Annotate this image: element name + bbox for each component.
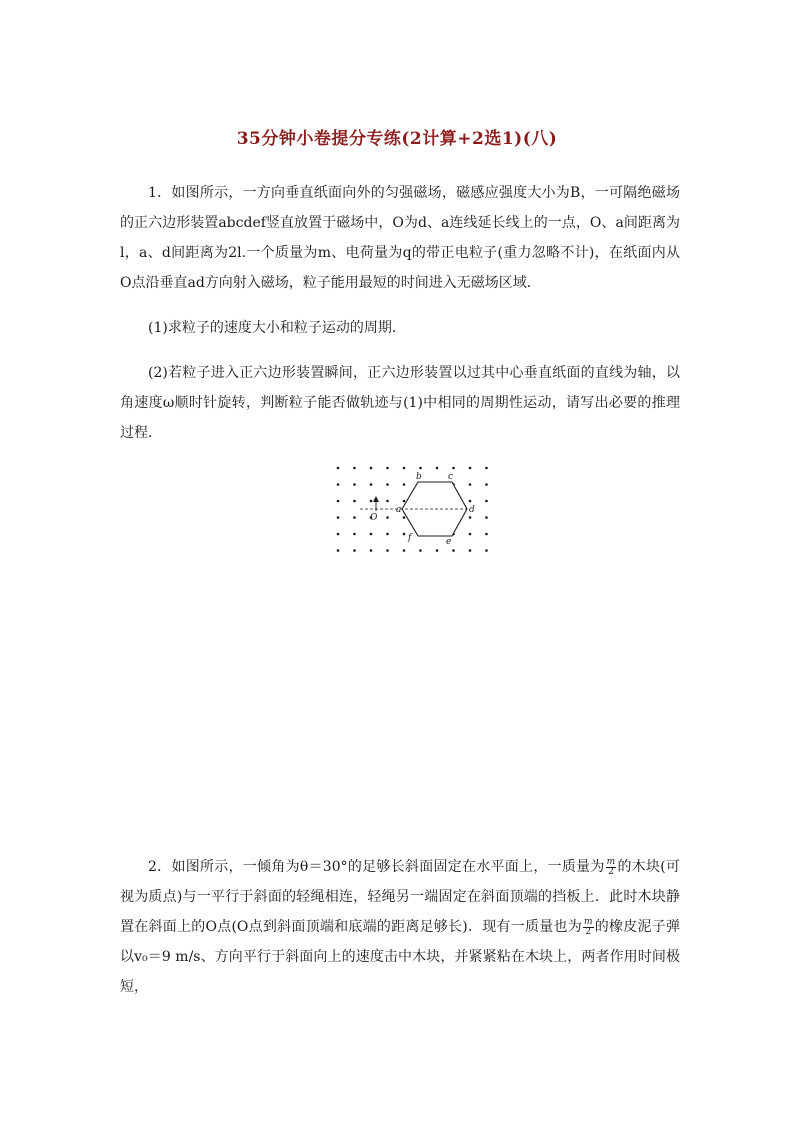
problem-1-intro: 1．如图所示，一方向垂直纸面向外的匀强磁场，磁感应强度大小为B，一可隔绝磁场的正六边形装置abcdef竖直放置于磁场中，O为d、a连线延长线上的一点，O、a间距离为l，a、d间距离为2l.一个质量为m、电荷量为q的带正电粒子(重力忽略不计)，在纸面内从O点沿垂直ad方向射入磁场，粒子能用最短的时间进入无磁场区域． [120, 185, 680, 291]
field-dot [485, 500, 488, 503]
mass-fraction-2 [583, 918, 594, 937]
label-a: a [396, 505, 402, 515]
field-dot [452, 549, 455, 552]
label-c: c [448, 472, 454, 482]
mass-fraction-1 [606, 858, 617, 877]
field-dot [403, 500, 406, 503]
arrow-head-icon [373, 496, 379, 502]
field-dot [337, 516, 340, 519]
magnetic-field-hexagon-figure [330, 460, 495, 555]
field-dot [337, 533, 340, 536]
field-dot [452, 467, 455, 470]
field-dot [403, 467, 406, 470]
field-dot [403, 533, 406, 536]
field-dot [337, 500, 340, 503]
field-dot [386, 549, 389, 552]
field-dot [469, 467, 472, 470]
label-e: e [446, 537, 452, 547]
field-dot [353, 549, 356, 552]
field-dot [469, 533, 472, 536]
problem-1-question-2: (2)若粒子进入正六边形装置瞬间，正六边形装置以过其中心垂直纸面的直线为轴，以角速度ω顺时针旋转，判断粒子能否做轨迹与(1)中相同的周期性运动，请写出必要的推理过程． [120, 365, 680, 441]
field-dot [386, 533, 389, 536]
field-dot [436, 549, 439, 552]
field-dot [337, 549, 340, 552]
field-dot [485, 516, 488, 519]
fraction-denominator: 2 [608, 866, 614, 877]
field-dot [469, 549, 472, 552]
field-dot [353, 467, 356, 470]
field-dot [469, 483, 472, 486]
field-dot [485, 549, 488, 552]
hexagon-diagram [330, 460, 495, 555]
field-dot [485, 467, 488, 470]
problem-1-question-1: (1)求粒子的速度大小和粒子运动的周期． [148, 320, 406, 336]
problem-2-part-2: 的木块(可视为质点)与一平行于斜面的轻绳相连，轻绳另一端固定在斜面顶端的挡板上．此时木块静置在斜面上的O点(O点到斜面顶端和底端的距离足够长)．现有一质量也为 [120, 859, 680, 935]
field-dot [419, 467, 422, 470]
label-b: b [416, 472, 422, 482]
field-dot [337, 483, 340, 486]
field-dot [370, 549, 373, 552]
field-dot [485, 533, 488, 536]
field-dot [353, 516, 356, 519]
field-dot [337, 467, 340, 470]
field-dot [485, 483, 488, 486]
field-dot [386, 467, 389, 470]
fraction-numerator: m [583, 916, 593, 927]
label-O: O [370, 513, 378, 523]
field-dot [370, 467, 373, 470]
label-f: f [408, 533, 412, 543]
field-dot [419, 549, 422, 552]
field-dot [386, 500, 389, 503]
field-dot [386, 483, 389, 486]
field-dot [370, 500, 373, 503]
field-dot [403, 549, 406, 552]
field-dot [353, 500, 356, 503]
field-dot [403, 516, 406, 519]
fraction-numerator: m [606, 856, 616, 867]
field-dot [370, 533, 373, 536]
document-title: 35分钟小卷提分专练(2计算+2选1)(八) [236, 129, 558, 149]
fraction-denominator: 2 [585, 926, 592, 937]
field-dot [469, 516, 472, 519]
field-dot [353, 483, 356, 486]
problem-2-part-3: 的橡皮泥子弹以v₀＝9 m/s、方向平行于斜面向上的速度击中木块，并紧紧粘在木块上，两者作用时间极短， [120, 919, 680, 995]
field-dot [436, 467, 439, 470]
field-dot [370, 483, 373, 486]
field-dot [353, 533, 356, 536]
problem-2-part-1: 2．如图所示，一倾角为θ＝30°的足够长斜面固定在水平面上，一质量为 [148, 859, 605, 875]
problem-2-text [120, 852, 680, 1002]
field-dot [403, 483, 406, 486]
field-dot [386, 516, 389, 519]
label-d: d [469, 505, 475, 515]
field-dot [469, 500, 472, 503]
